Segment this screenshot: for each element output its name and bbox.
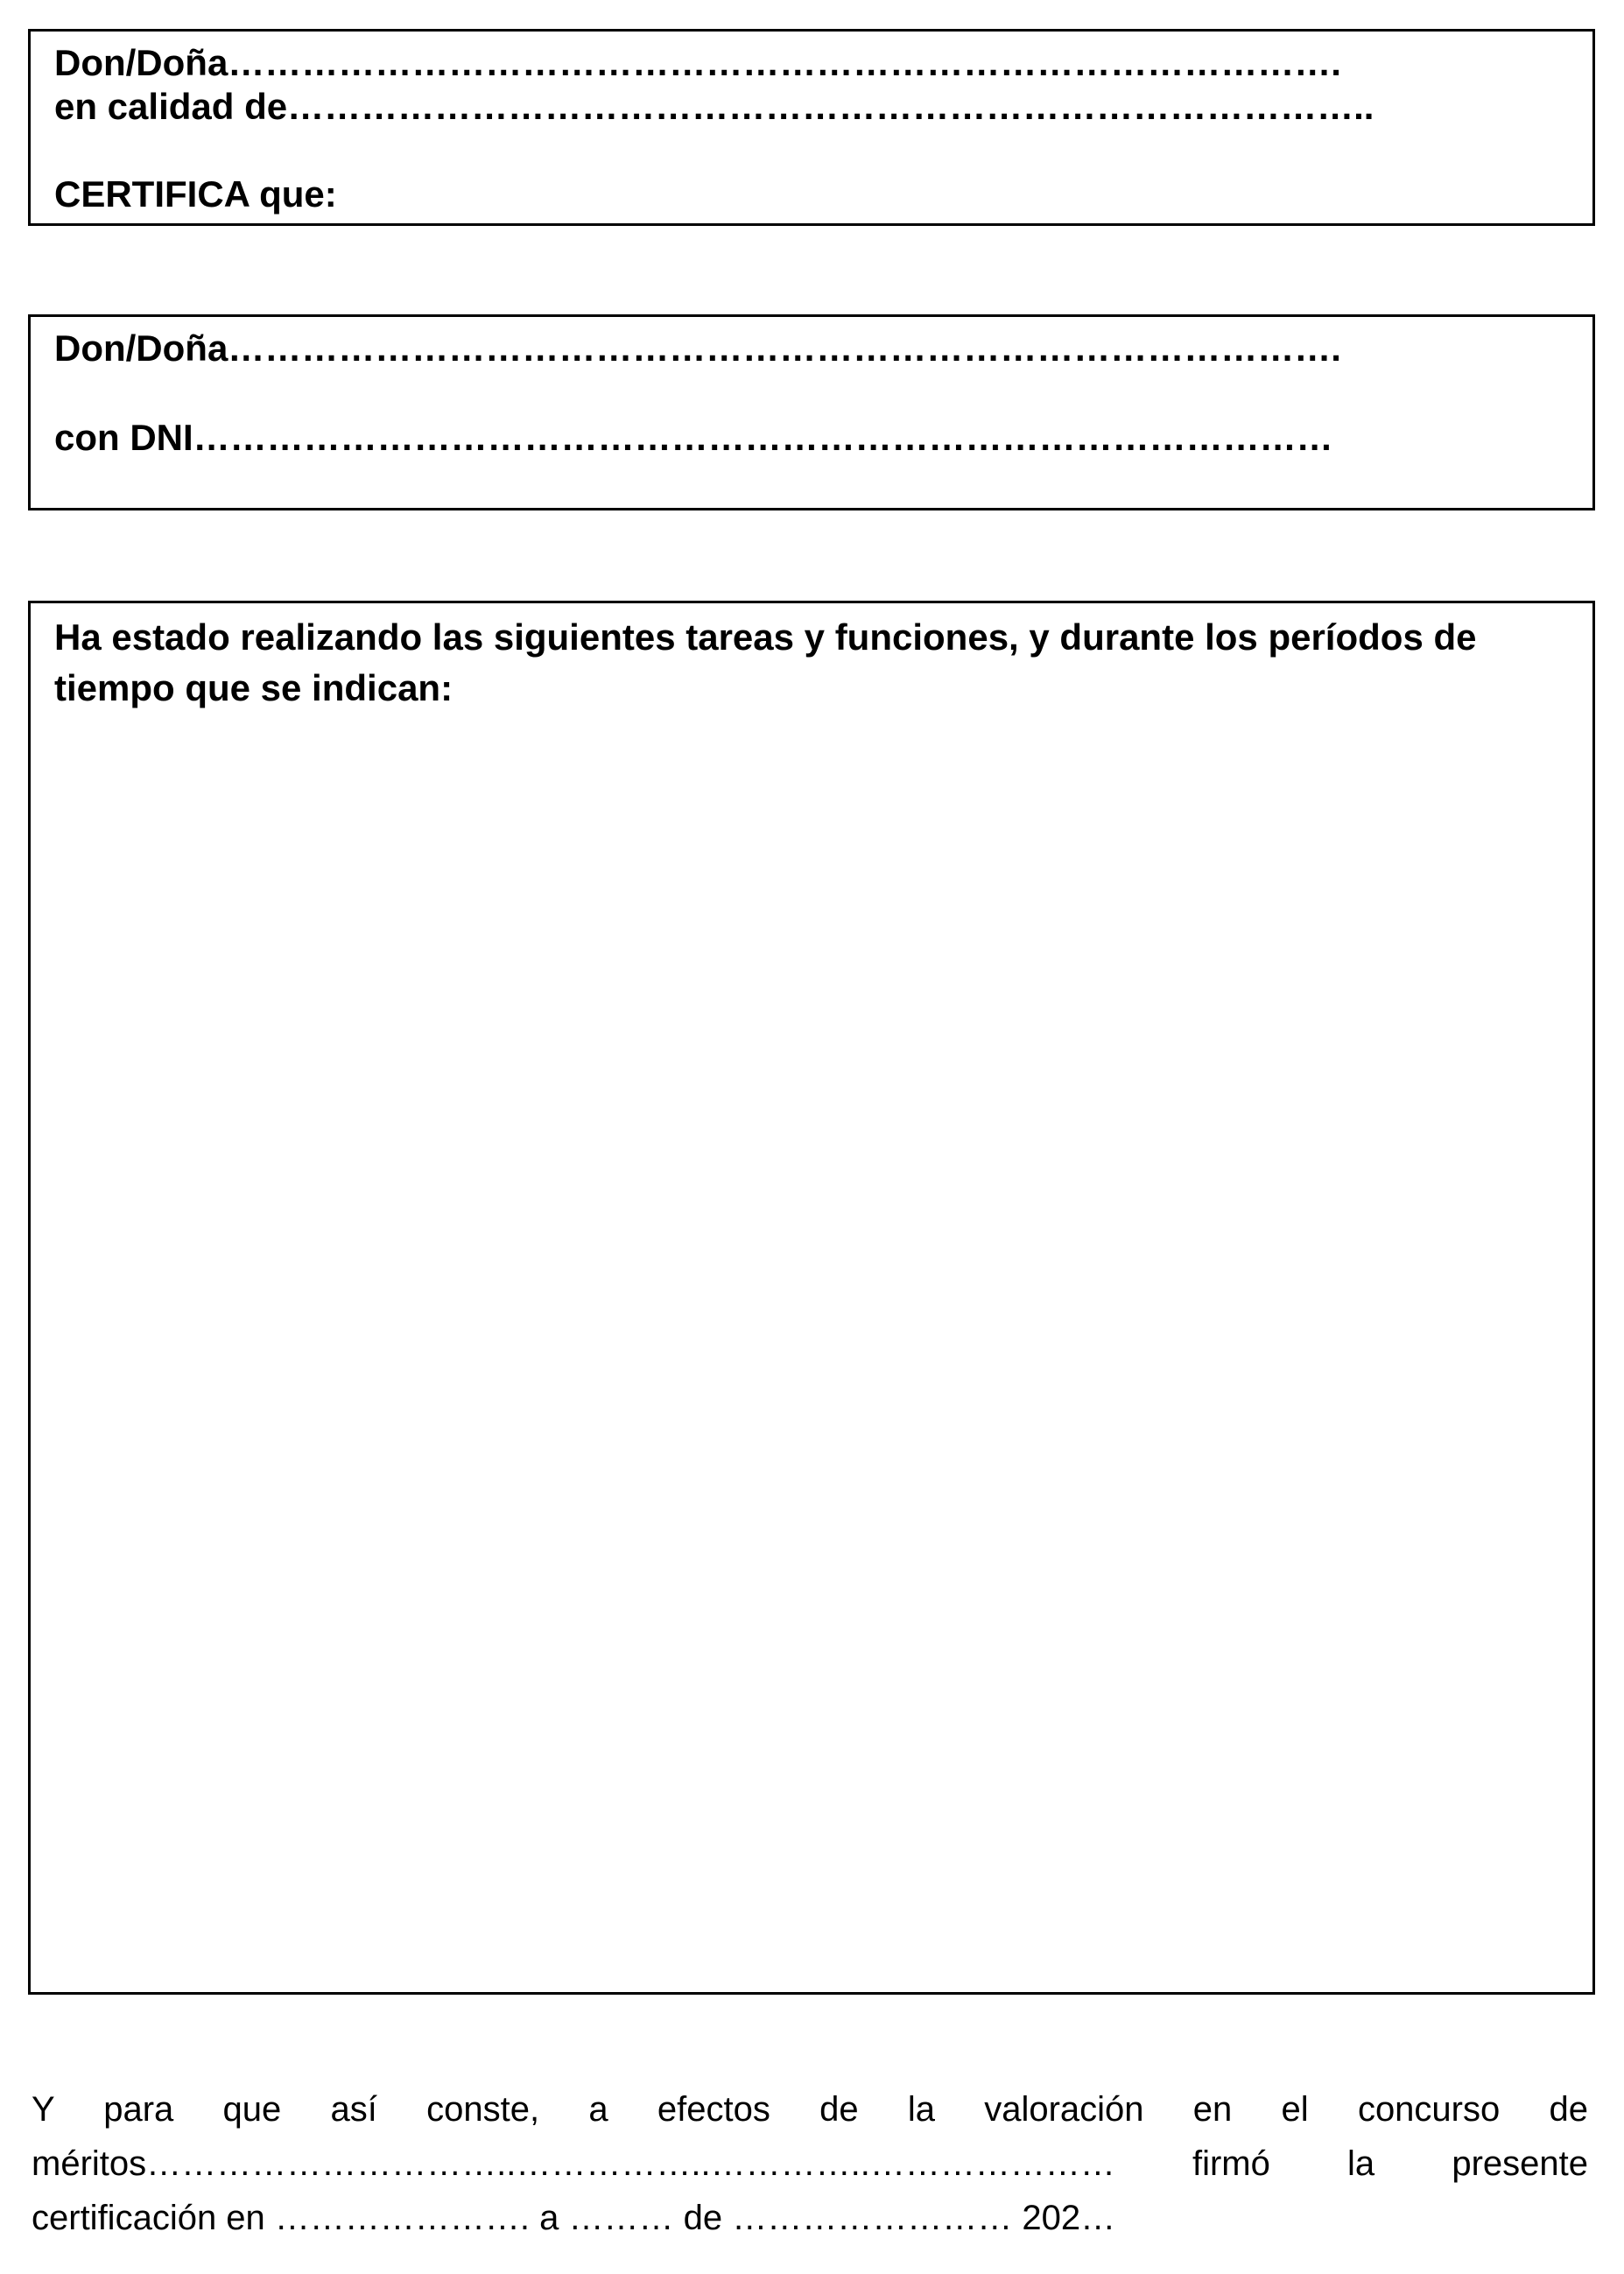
certifies-heading: CERTIFICA que: [54,173,337,215]
closing-line-1: Y para que así conste, a efectos de la valoración en el concurso de [32,2090,1588,2129]
employee-name-line: Don/Doña………………………………………………………………………………. [54,327,1341,369]
tasks-box [28,601,1595,1995]
employee-dni-line: con DNI………………………………………………………………………………… [54,417,1333,458]
closing-line-2: méritos…………………………..……………..…………..………………… firmó la presente [32,2144,1588,2183]
closing-statement [32,2082,1588,2245]
closing-line-3: certificación en …………………. a ……… de …………………… 202… [32,2199,1116,2237]
certifier-name-line: Don/Doña………………………………………………………………………………. [54,42,1341,83]
employee-box [28,314,1595,510]
tasks-description: Ha estado realizando las siguientes tareas y funciones, y durante los períodos de tiempo que se indican: [54,616,1477,708]
certifier-capacity-line: en calidad de…………………………………………………………………………….. [54,86,1374,127]
certifier-box [28,29,1595,226]
